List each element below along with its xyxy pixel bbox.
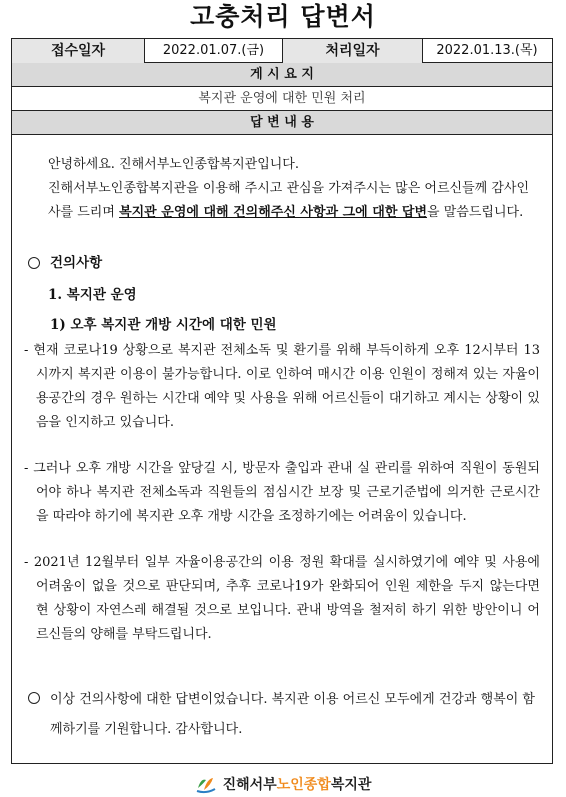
circle-bullet-icon	[28, 257, 40, 269]
closing-text: 이상 건의사항에 대한 답변이었습니다. 복지관 이용 어르신 모두에게 건강과 행복이 함께하기를 기원합니다. 감사합니다.	[50, 692, 535, 737]
received-date-label: 접수일자	[12, 39, 145, 63]
processed-date-label: 처리일자	[283, 39, 423, 63]
answer-item: - 그러나 오후 개방 시간을 앞당길 시, 방문자 출입과 관내 실 관리를 위하여 직원이 동원되어야 하나 복지관 전체소독과 직원들의 점심시간 보장 및 근로기준법에 의거한 근로시간을 따라야 하기에 복지관 오후 개방 시간을 조정하기에는 어려움이 있습니다.	[24, 461, 540, 524]
subsubsection-heading: 1) 오후 복지관 개방 시간에 대한 민원	[50, 317, 277, 333]
intro-greeting: 안녕하세요. 진해서부노인종합복지관입니다.	[48, 157, 299, 172]
section-heading	[24, 251, 540, 275]
answer-body	[12, 135, 552, 745]
subject-line: 복지관 운영에 대한 민원 처리	[12, 87, 552, 111]
document-title: 고충처리 답변서	[190, 2, 376, 31]
closing-paragraph	[24, 685, 540, 745]
processed-date-value: 2022.01.13.(목)	[436, 43, 538, 58]
intro-text: 진해서부노인종합복지관을 이용해 주시고 관심을 가져주시는 많은 어르신들께 감사인사를 드리며	[48, 181, 530, 220]
section-title: 건의사항	[50, 255, 103, 271]
organization-logo-icon	[195, 774, 217, 794]
footer-name-part2: 노인종합	[276, 777, 331, 793]
received-date-value: 2022.01.07.(금)	[145, 39, 283, 63]
intro-text-end: 을 말씀드립니다.	[427, 205, 524, 220]
answer-item: - 2021년 12월부터 일부 자율이용공간의 이용 정원 확대를 실시하였기에 예약 및 사용에 어려움이 없을 것으로 판단되며, 추후 코로나19가 완화되어 인원 제한을 두지 않는다면 현 상황이 자연스레 해결될 것으로 보입니다. 관내 방역을 철저히 하기 위한 방안이니 어르신들의 양해를 부탁드립니다.	[24, 555, 540, 642]
footer-name-part3: 복지관	[330, 777, 372, 793]
notice-summary-bar: 게 시 요 지	[12, 63, 552, 87]
subsection-heading: 1. 복지관 운영	[48, 287, 137, 303]
organization-footer	[0, 773, 566, 795]
circle-bullet-icon	[28, 692, 40, 704]
answer-item: - 현재 코로나19 상황으로 복지관 전체소독 및 환기를 위해 부득이하게 오후 12시부터 13시까지 복지관 이용이 불가능합니다. 이로 인하여 매시간 이용 인원이 정해져 있는 자율이용공간의 경우 원하는 시간대 예약 및 사용을 위해 어르신들이 대기하고 계시는 상황이 있음을 인지하고 있습니다.	[24, 343, 540, 430]
intro-underlined-text: 복지관 운영에 대해 건의해주신 사항과 그에 대한 답변	[119, 205, 428, 220]
answer-content-bar: 답 변 내 용	[12, 111, 552, 135]
footer-name-part1: 진해서부	[222, 777, 277, 793]
date-header-row	[12, 39, 552, 63]
document-frame	[11, 38, 553, 764]
intro-paragraph	[48, 153, 540, 225]
